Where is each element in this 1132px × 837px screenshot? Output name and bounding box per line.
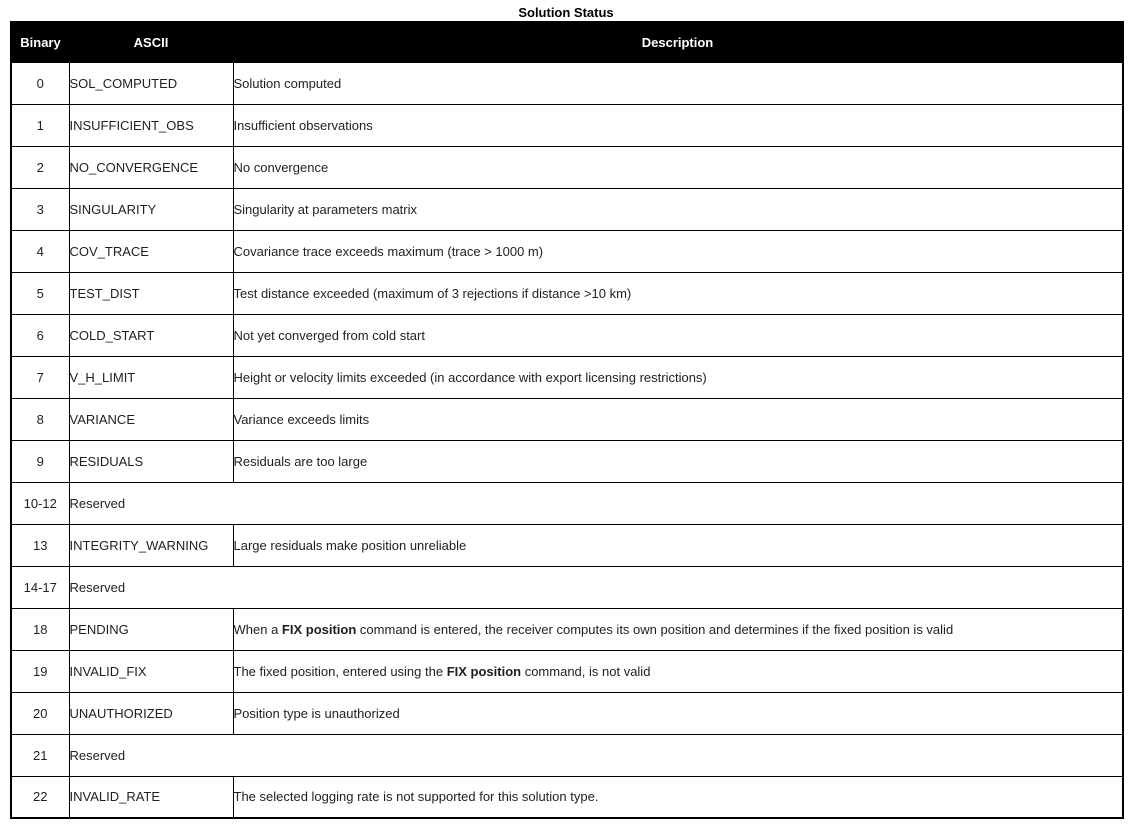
description-cell: [233, 692, 1123, 734]
ascii-cell: INTEGRITY_WARNING: [69, 524, 233, 566]
description-segment: Not yet converged from cold start: [233, 327, 425, 343]
description-segment: The fixed position, entered using the: [233, 663, 447, 679]
table-body: [11, 62, 1123, 818]
column-header-binary: Binary: [11, 22, 69, 62]
ascii-cell: SINGULARITY: [69, 188, 233, 230]
description-segment: Solution computed: [233, 75, 342, 91]
description-bold-segment: FIX position: [281, 621, 357, 637]
description-segment: Covariance trace exceeds maximum (trace > 1000 m): [233, 243, 544, 259]
description-segment: Test distance exceeded (maximum of 3 rejections if distance >10 km): [233, 285, 632, 301]
description-segment: Singularity at parameters matrix: [233, 201, 418, 217]
table-header: [11, 22, 1123, 62]
binary-cell: 21: [11, 734, 69, 776]
column-header-ascii: ASCII: [69, 22, 233, 62]
description-segment: No convergence: [233, 159, 329, 175]
description-cell: [233, 230, 1123, 272]
binary-cell: 1: [11, 104, 69, 146]
description-segment: Position type is unauthorized: [233, 705, 400, 721]
description-segment: The selected logging rate is not supported for this solution type.: [233, 789, 599, 805]
description-bold-segment: FIX position: [446, 663, 522, 679]
header-row: [11, 22, 1123, 62]
description-segment: Variance exceeds limits: [233, 411, 370, 427]
binary-cell: 13: [11, 524, 69, 566]
ascii-cell: VARIANCE: [69, 398, 233, 440]
binary-cell: 6: [11, 314, 69, 356]
ascii-cell: RESIDUALS: [69, 440, 233, 482]
column-header-description: Description: [233, 22, 1123, 62]
description-cell: [233, 776, 1123, 818]
table-row: [11, 272, 1123, 314]
ascii-cell: INVALID_RATE: [69, 776, 233, 818]
table-row: [11, 482, 1123, 524]
description-cell: [233, 62, 1123, 104]
binary-cell: 2: [11, 146, 69, 188]
binary-cell: 18: [11, 608, 69, 650]
table-row: [11, 104, 1123, 146]
description-cell: [233, 650, 1123, 692]
ascii-cell: V_H_LIMIT: [69, 356, 233, 398]
binary-cell: 10-12: [11, 482, 69, 524]
ascii-cell: SOL_COMPUTED: [69, 62, 233, 104]
ascii-cell: COV_TRACE: [69, 230, 233, 272]
table-row: [11, 692, 1123, 734]
binary-cell: 7: [11, 356, 69, 398]
reserved-cell: Reserved: [69, 482, 1123, 524]
ascii-cell: INSUFFICIENT_OBS: [69, 104, 233, 146]
description-cell: [233, 524, 1123, 566]
binary-cell: 19: [11, 650, 69, 692]
table-row: [11, 62, 1123, 104]
description-segment: Insufficient observations: [233, 117, 373, 133]
binary-cell: 5: [11, 272, 69, 314]
table-row: [11, 398, 1123, 440]
description-segment: Residuals are too large: [233, 453, 368, 469]
description-segment: Large residuals make position unreliable: [233, 537, 467, 553]
description-cell: [233, 440, 1123, 482]
description-segment: command, is not valid: [521, 663, 651, 679]
description-cell: [233, 398, 1123, 440]
ascii-cell: TEST_DIST: [69, 272, 233, 314]
description-cell: [233, 188, 1123, 230]
table-row: [11, 230, 1123, 272]
description-segment: Height or velocity limits exceeded (in accordance with export licensing restrictions): [233, 369, 707, 385]
description-cell: [233, 608, 1123, 650]
description-cell: [233, 272, 1123, 314]
table-row: [11, 356, 1123, 398]
description-cell: [233, 146, 1123, 188]
ascii-cell: PENDING: [69, 608, 233, 650]
table-row: [11, 524, 1123, 566]
table-row: [11, 776, 1123, 818]
table-row: [11, 566, 1123, 608]
binary-cell: 3: [11, 188, 69, 230]
table-row: [11, 734, 1123, 776]
binary-cell: 0: [11, 62, 69, 104]
description-cell: [233, 356, 1123, 398]
page-title: Solution Status: [518, 5, 614, 20]
ascii-cell: COLD_START: [69, 314, 233, 356]
table-row: [11, 314, 1123, 356]
description-cell: [233, 314, 1123, 356]
reserved-cell: Reserved: [69, 566, 1123, 608]
solution-status-table: [10, 21, 1124, 819]
description-cell: [233, 104, 1123, 146]
description-segment: command is entered, the receiver computes its own position and determines if the fixed position is valid: [356, 621, 954, 637]
table-row: [11, 608, 1123, 650]
description-segment: When a: [233, 621, 282, 637]
table-row: [11, 650, 1123, 692]
ascii-cell: INVALID_FIX: [69, 650, 233, 692]
table-row: [11, 146, 1123, 188]
ascii-cell: UNAUTHORIZED: [69, 692, 233, 734]
reserved-cell: Reserved: [69, 734, 1123, 776]
binary-cell: 8: [11, 398, 69, 440]
binary-cell: 4: [11, 230, 69, 272]
binary-cell: 20: [11, 692, 69, 734]
ascii-cell: NO_CONVERGENCE: [69, 146, 233, 188]
binary-cell: 14-17: [11, 566, 69, 608]
binary-cell: 9: [11, 440, 69, 482]
table-row: [11, 440, 1123, 482]
table-row: [11, 188, 1123, 230]
binary-cell: 22: [11, 776, 69, 818]
